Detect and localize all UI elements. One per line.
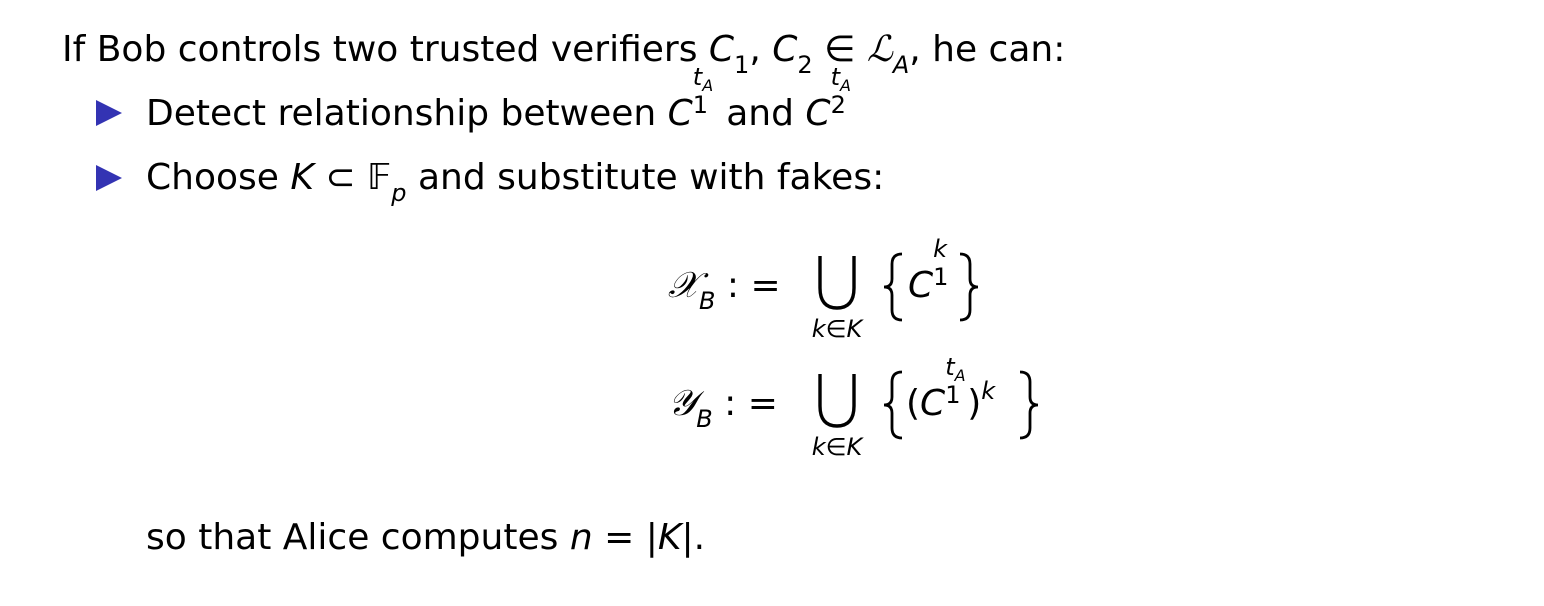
bullet-1 (146, 63, 853, 136)
big-union-icon (816, 254, 858, 312)
math-script-l: ℒ (866, 29, 893, 70)
math-sub-1: 1 (734, 51, 750, 79)
right-brace-icon (956, 252, 982, 322)
eq-y-content (906, 353, 996, 426)
union-operator (802, 246, 872, 356)
union-index: k∈K (811, 433, 863, 461)
intro-suffix: , he can: (909, 29, 1066, 70)
right-brace-icon (1016, 370, 1042, 440)
math-subsup (945, 353, 967, 415)
math-sub-1: 1 (933, 263, 949, 291)
bullet-2-text: Choose (146, 157, 291, 198)
math-close-paren: ) (967, 383, 982, 424)
bullet-1-and: and (714, 93, 806, 134)
math-sub-2: 2 (797, 51, 813, 79)
math-subsup (933, 235, 951, 297)
math-c: C (708, 29, 735, 70)
math-sub-1: 1 (692, 91, 709, 119)
math-n: n (569, 517, 593, 558)
math-sub-1: 1 (945, 381, 961, 409)
math-sub-b: B (696, 405, 713, 433)
eq-y-lhs (668, 382, 778, 433)
math-in: ∈ (812, 29, 867, 70)
math-c: C (908, 265, 934, 306)
eq-x-lhs (668, 264, 781, 315)
equation-x (668, 235, 1008, 356)
math-assign: : = (715, 265, 781, 306)
union-index: k∈K (811, 315, 863, 343)
math-sup-t: $t_A$ (945, 353, 966, 385)
bullet-1-text: Detect relationship between (146, 93, 668, 134)
math-script-y: 𝒴 (668, 383, 697, 424)
math-sub-p: p (391, 179, 407, 207)
math-k: K (290, 157, 314, 198)
math-sub-a: A (892, 51, 910, 79)
math-sup-k: k (933, 235, 948, 263)
math-field-f: 𝔽 (367, 157, 392, 198)
union-operator (802, 364, 872, 474)
math-sub-b: B (698, 287, 716, 315)
math-subsup (830, 63, 853, 125)
math-open-paren: ( (906, 383, 921, 424)
math-c: C (667, 93, 693, 134)
conclusion-suffix: |. (681, 517, 706, 558)
math-sup-t: $t_A$ (692, 63, 714, 95)
math-k: K (657, 517, 682, 558)
math-sup-k: k (981, 377, 996, 405)
math-c: C (920, 383, 946, 424)
left-brace-icon (880, 370, 906, 440)
equation-y (668, 353, 1068, 474)
bullet-2 (146, 156, 885, 207)
math-equals-bar: = | (592, 517, 658, 558)
bullet-triangle-icon (96, 165, 122, 191)
math-sub-2: 2 (830, 91, 846, 119)
left-brace-icon (880, 252, 906, 322)
conclusion-line (146, 516, 705, 560)
math-comma: , (749, 29, 773, 70)
bullet-2-suffix: and substitute with fakes: (406, 157, 885, 198)
big-union-icon (816, 372, 858, 430)
math-sup-t: $t_A$ (830, 63, 851, 95)
math-c: C (772, 29, 798, 70)
math-assign: : = (712, 383, 778, 424)
math-subset: ⊂ (313, 157, 368, 198)
conclusion-prefix: so that Alice computes (146, 517, 570, 558)
eq-x-content (908, 235, 951, 308)
math-c: C (805, 93, 831, 134)
math-subsup (692, 63, 715, 125)
math-script-x: 𝒳 (668, 265, 699, 306)
intro-prefix: If Bob controls two trusted verifiers (62, 29, 709, 70)
bullet-triangle-icon (96, 100, 122, 126)
